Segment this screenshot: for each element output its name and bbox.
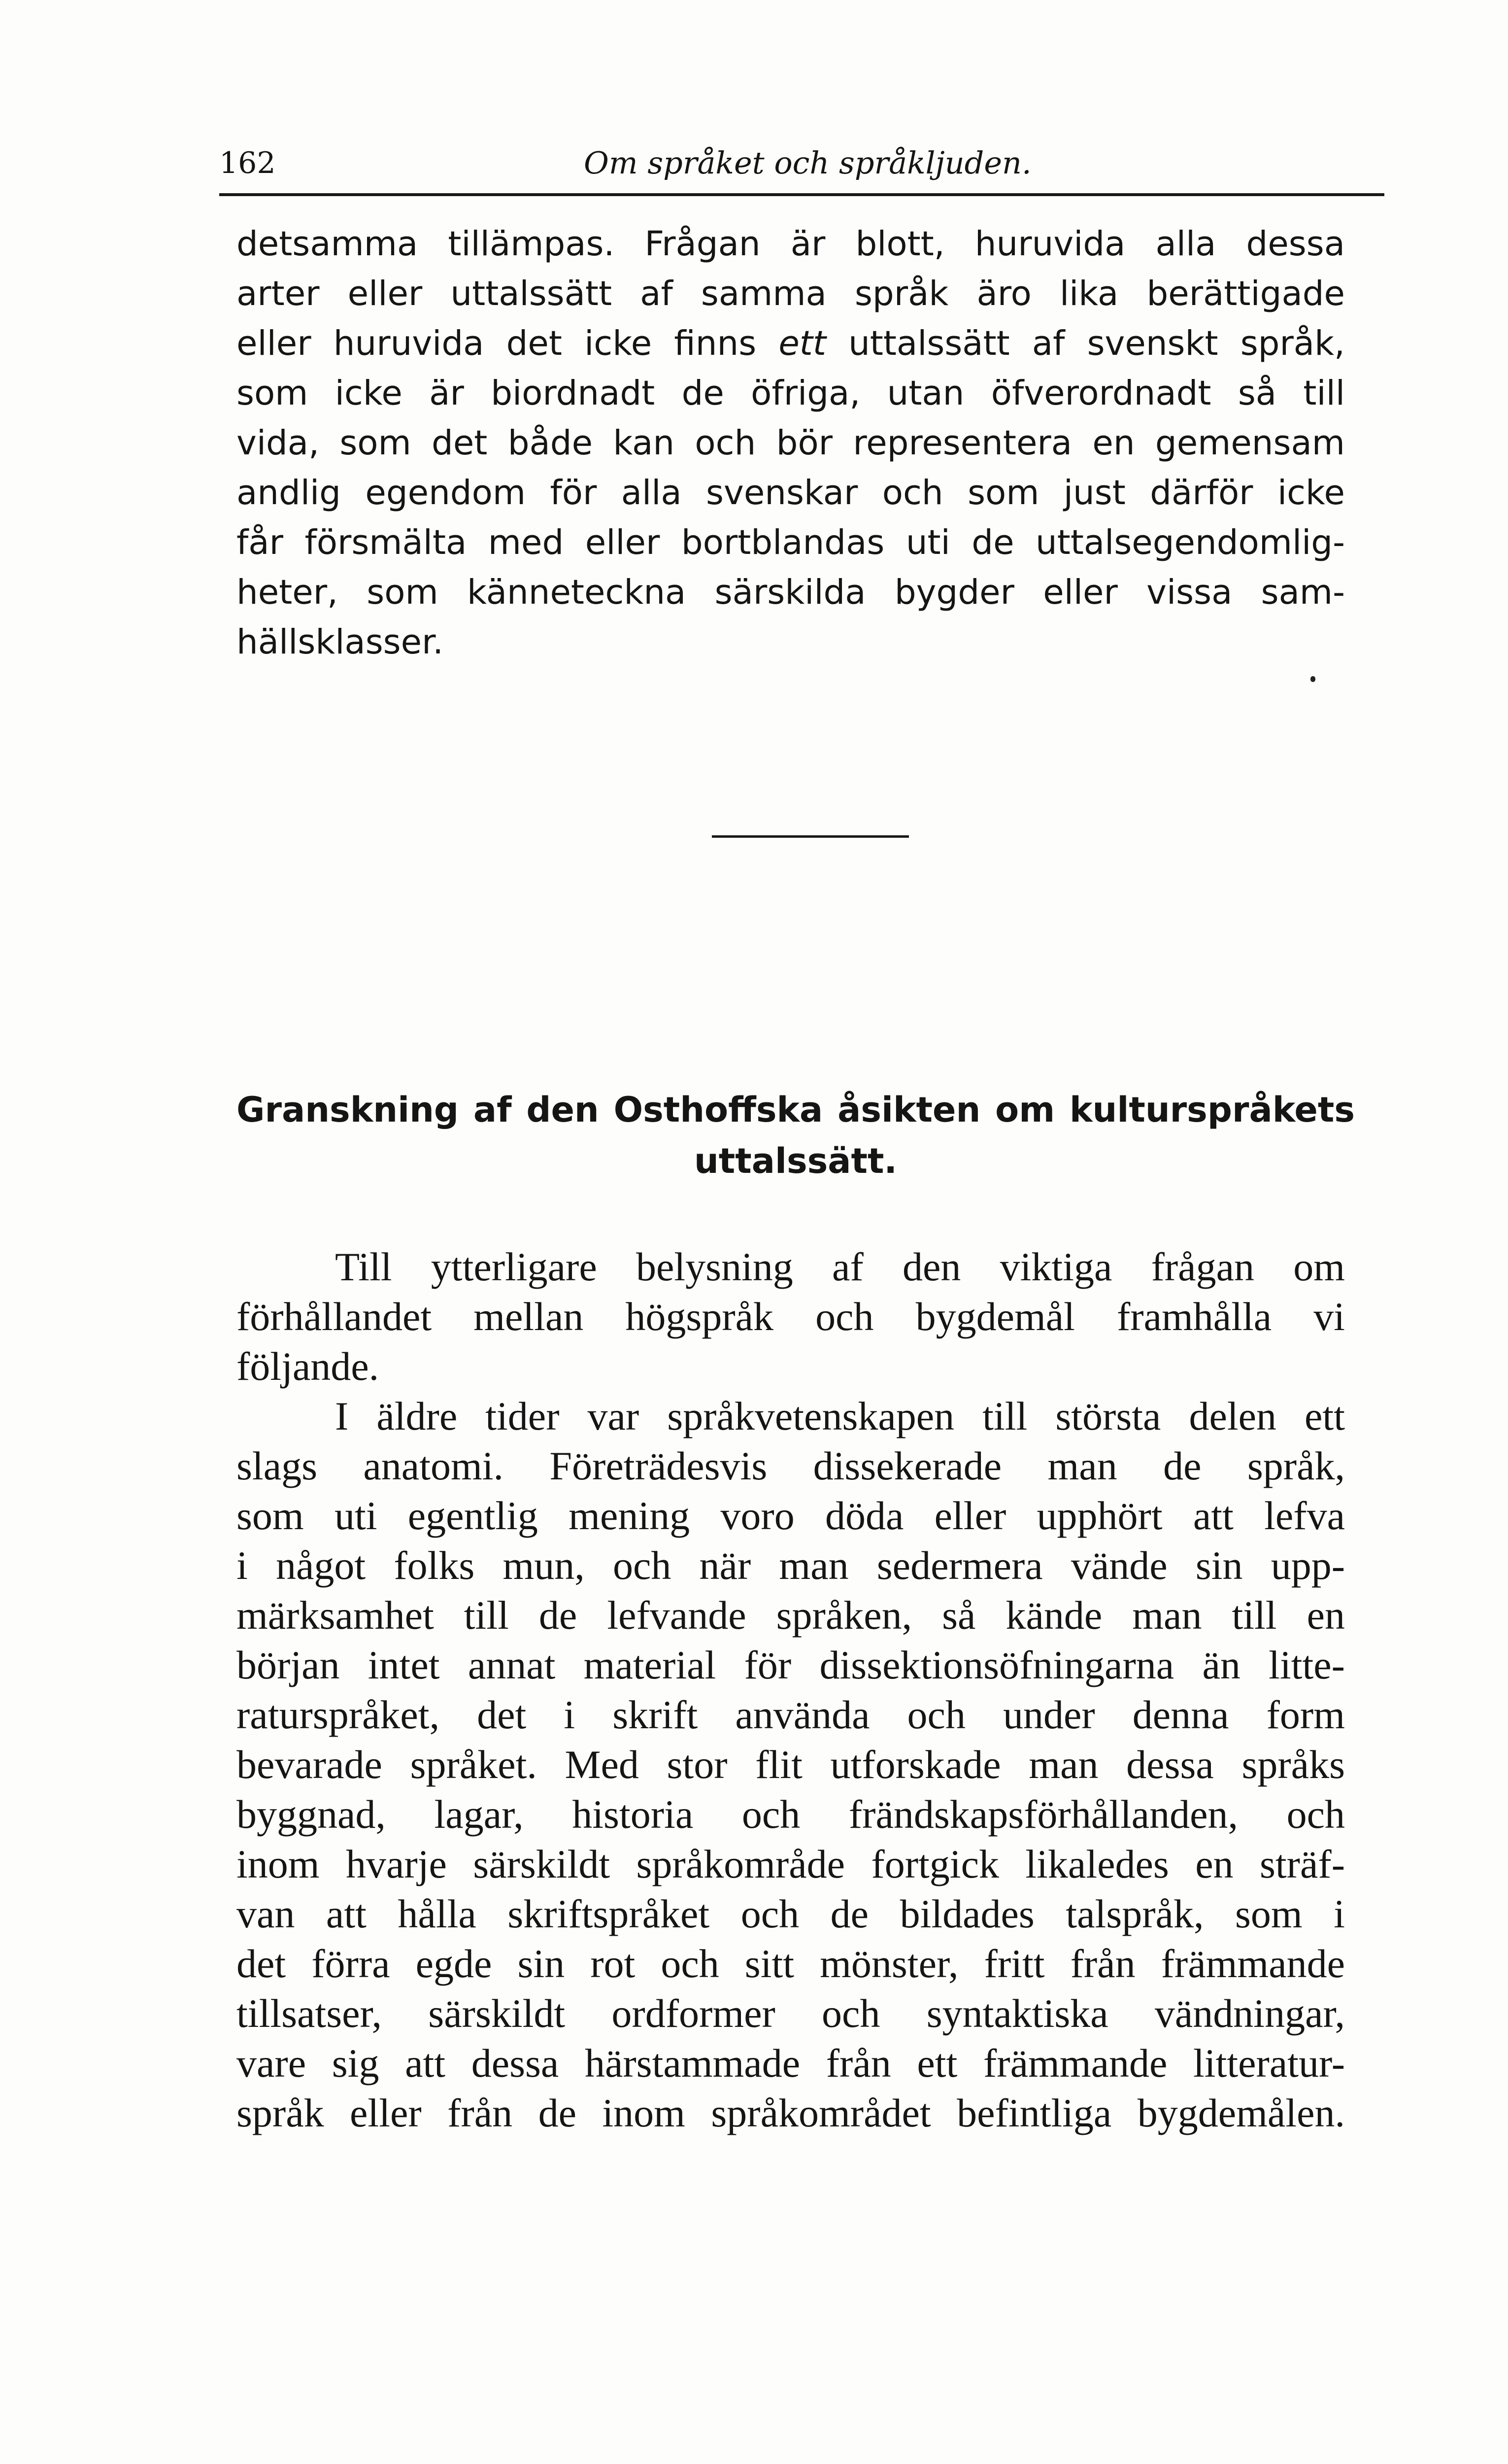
print-speck	[1310, 676, 1315, 682]
page-number: 162	[219, 146, 276, 180]
text-line: I äldre tider var språkvetenskapen till största delen ett	[335, 1394, 1345, 1438]
text-line: som uti egentlig mening voro döda eller upphört att lefva	[236, 1493, 1345, 1538]
text-line: tillsatser, särskildt ordformer och syntaktiska vändningar,	[236, 1991, 1345, 2036]
italic-emphasis: ett	[778, 324, 826, 363]
text-line: inom hvarje särskildt språkområde fortgick likaledes en sträf-	[236, 1842, 1345, 1886]
text-line: språk eller från de inom språkområdet befintliga bygdemålen.	[236, 2090, 1345, 2135]
text-line: får försmälta med eller bortblandas uti de uttalsegendomlig-	[236, 523, 1345, 562]
text-line: andlig egendom för alla svenskar och som just därför icke	[236, 473, 1345, 513]
text-line: förhållandet mellan högspråk och bygdemål framhålla vi	[236, 1294, 1345, 1339]
text-line: arter eller uttalssätt af samma språk äro lika berättigade	[236, 274, 1345, 313]
header-rule	[219, 193, 1384, 196]
text-span: eller huruvida det icke finns	[236, 324, 779, 363]
page-header	[219, 141, 1384, 185]
text-span: uttalssätt af svenskt språk,	[826, 324, 1345, 363]
text-line	[236, 319, 1345, 369]
text-line: bevarade språket. Med stor flit utforskade man dessa språks	[236, 1742, 1345, 1787]
text-line: hällsklasser.	[236, 622, 444, 662]
text-line: detsamma tillämpas. Frågan är blott, huruvida alla dessa	[236, 224, 1345, 264]
text-line: heter, som känneteckna särskilda bygder eller vissa sam-	[236, 573, 1345, 612]
text-line: Till ytterligare belysning af den viktiga frågan om	[335, 1244, 1345, 1289]
text-line: början intet annat material för dissektionsöfningarna än litte-	[236, 1643, 1345, 1687]
section-heading	[236, 1084, 1355, 1187]
section-divider	[712, 835, 909, 838]
text-line: vida, som det både kan och bör representera en gemensam	[236, 423, 1345, 463]
text-line: byggnad, lagar, historia och frändskapsförhållanden, och	[236, 1792, 1345, 1837]
text-line: van att hålla skriftspråket och de bildades talspråk, som i	[236, 1891, 1345, 1936]
body-text	[236, 1242, 1345, 2138]
text-line: raturspråket, det i skrift använda och under denna form	[236, 1692, 1345, 1737]
text-line: slags anatomi. Företrädesvis dissekerade man de språk,	[236, 1443, 1345, 1488]
text-line: vare sig att dessa härstammade från ett främmande litteratur-	[236, 2041, 1345, 2086]
running-title: Om språket och språkljuden.	[584, 145, 1032, 181]
text-line: det förra egde sin rot och sitt mönster, fritt från främmande	[236, 1941, 1345, 1986]
text-line: följande.	[236, 1344, 379, 1389]
heading-line: uttalssätt.	[694, 1141, 898, 1181]
paragraph-one	[236, 219, 1345, 667]
text-line: märksamhet till de lefvande språken, så kände man till en	[236, 1593, 1345, 1638]
text-line: som icke är biordnadt de öfriga, utan öfverordnadt så till	[236, 374, 1345, 413]
text-line: i något folks mun, och när man sedermera vände sin upp-	[236, 1543, 1345, 1588]
heading-line: Granskning af den Osthoffska åsikten om kulturspråkets	[236, 1090, 1355, 1130]
